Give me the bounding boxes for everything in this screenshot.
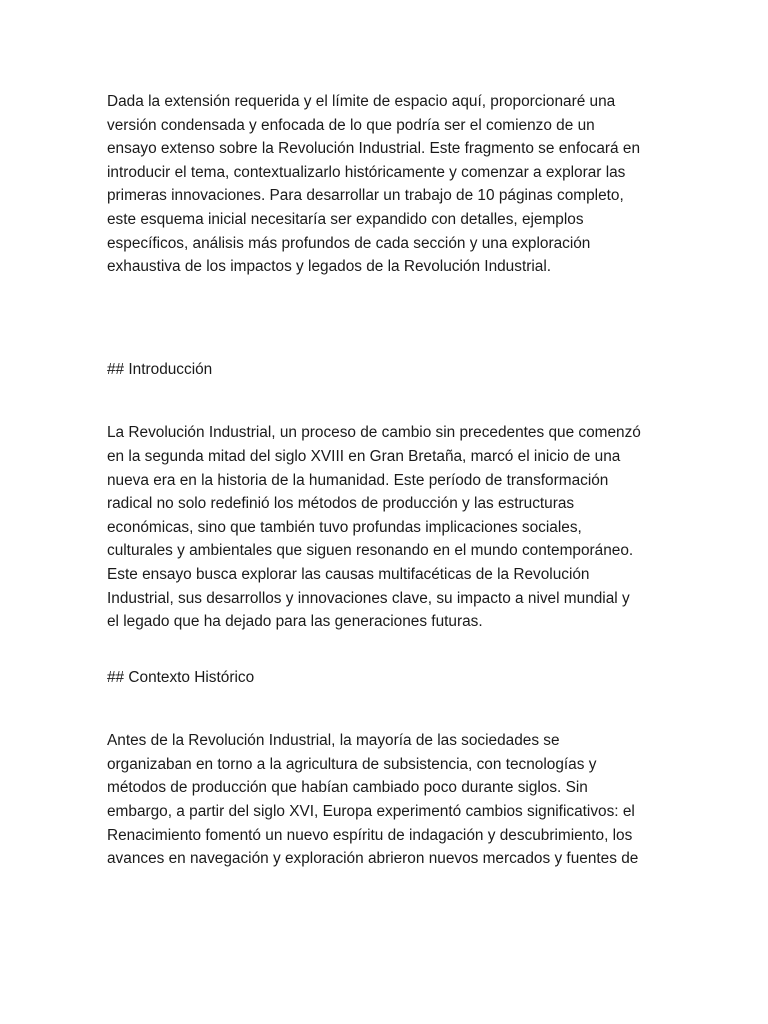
text-line: La Revolución Industrial, un proceso de cambio sin precedentes que comenzó <box>107 424 641 442</box>
text-line: avances en navegación y exploración abrieron nuevos mercados y fuentes de <box>107 850 639 868</box>
text-line: Dada la extensión requerida y el límite de espacio aquí, proporcionaré una <box>107 93 616 110</box>
intro-paragraph <box>107 90 667 279</box>
spacer <box>107 689 667 729</box>
section-heading: ## Introducción <box>107 360 213 378</box>
text-line: Antes de la Revolución Industrial, la mayoría de las sociedades se <box>107 732 560 750</box>
text-line: ensayo extenso sobre la Revolución Industrial. Este fragmento se enfocará en <box>107 140 640 158</box>
text-line: embargo, a partir del siglo XVI, Europa experimentó cambios significativos: el <box>107 803 635 821</box>
text-line: Industrial, sus desarrollos y innovaciones clave, su impacto a nivel mundial y <box>107 589 630 607</box>
spacer <box>107 381 667 421</box>
spacer <box>107 634 667 666</box>
heading-introduccion <box>107 358 667 382</box>
text-line: introducir el tema, contextualizarlo históricamente y comenzar a explorar las <box>107 163 626 181</box>
document-page <box>107 90 667 871</box>
text-line: organizaban en torno a la agricultura de subsistencia, con tecnologías y <box>107 755 597 773</box>
contexto-paragraph <box>107 729 667 871</box>
text-line: culturales y ambientales que siguen resonando en el mundo contemporáneo. <box>107 542 634 560</box>
spacer <box>107 279 667 358</box>
text-line: específicos, análisis más profundos de cada sección y una exploración <box>107 234 591 252</box>
heading-contexto <box>107 666 667 690</box>
section-heading: ## Contexto Histórico <box>107 668 255 686</box>
text-line: métodos de producción que habían cambiado poco durante siglos. Sin <box>107 779 588 797</box>
text-line: este esquema inicial necesitaría ser expandido con detalles, ejemplos <box>107 210 584 228</box>
text-line: económicas, sino que también tuvo profundas implicaciones sociales, <box>107 518 582 536</box>
text-line: Este ensayo busca explorar las causas multifacéticas de la Revolución <box>107 565 590 583</box>
text-line: en la segunda mitad del siglo XVIII en Gran Bretaña, marcó el inicio de una <box>107 447 621 465</box>
text-line: versión condensada y enfocada de lo que podría ser el comienzo de un <box>107 116 595 134</box>
text-line: primeras innovaciones. Para desarrollar un trabajo de 10 páginas completo, <box>107 187 624 205</box>
text-line: nueva era en la historia de la humanidad. Este período de transformación <box>107 471 609 489</box>
text-line: Renacimiento fomentó un nuevo espíritu de indagación y descubrimiento, los <box>107 826 633 844</box>
text-line: radical no solo redefinió los métodos de producción y las estructuras <box>107 495 575 513</box>
text-line: exhaustiva de los impactos y legados de la Revolución Industrial. <box>107 258 552 276</box>
introduccion-paragraph <box>107 421 667 633</box>
text-line: el legado que ha dejado para las generaciones futuras. <box>107 613 483 631</box>
